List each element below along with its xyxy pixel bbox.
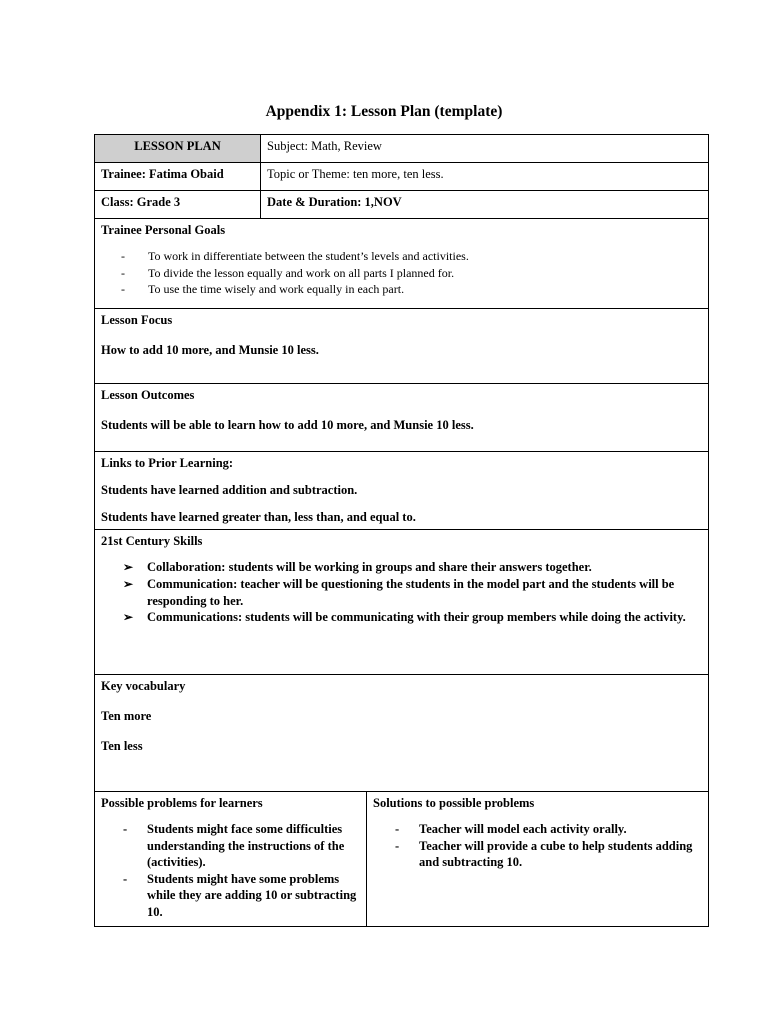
focus-text: How to add 10 more, and Munsie 10 less. bbox=[101, 343, 319, 357]
vocab-word: Ten less bbox=[101, 739, 143, 753]
lesson-plan-label: LESSON PLAN bbox=[95, 135, 261, 163]
prior-title: Links to Prior Learning: bbox=[101, 456, 234, 470]
vocab-word: Ten more bbox=[101, 709, 152, 723]
skills-title: 21st Century Skills bbox=[101, 534, 203, 548]
goal-item: - To work in differentiate between the student’s levels and activities. bbox=[121, 248, 702, 265]
solution-item: - Teacher will provide a cube to help students adding and subtracting 10. bbox=[395, 838, 702, 871]
row-trainee bbox=[95, 163, 709, 191]
skill-item bbox=[123, 609, 702, 626]
skills-section bbox=[95, 530, 709, 675]
row-problems bbox=[95, 792, 709, 927]
row-class bbox=[95, 191, 709, 219]
prior-line: Students have learned addition and subtraction. bbox=[101, 483, 358, 497]
row-prior bbox=[95, 452, 709, 530]
problems-section bbox=[95, 792, 367, 927]
solutions-list bbox=[373, 821, 702, 871]
goals-list bbox=[101, 248, 702, 298]
row-vocab bbox=[95, 675, 709, 792]
row-skills bbox=[95, 530, 709, 675]
row-lesson-plan bbox=[95, 135, 709, 163]
row-outcomes bbox=[95, 384, 709, 452]
solutions-title: Solutions to possible problems bbox=[373, 796, 535, 810]
prior-line: Students have learned greater than, less than, and equal to. bbox=[101, 510, 416, 524]
goal-item: - To use the time wisely and work equally in each part. bbox=[121, 281, 702, 298]
solution-item: - Teacher will model each activity orally. bbox=[395, 821, 702, 838]
problems-list bbox=[101, 821, 360, 921]
goals-section bbox=[95, 219, 709, 309]
row-focus bbox=[95, 309, 709, 384]
subject-cell: Subject: Math, Review bbox=[261, 135, 709, 163]
skills-list bbox=[101, 559, 702, 626]
lesson-plan-table bbox=[94, 134, 709, 927]
goal-item: - To divide the lesson equally and work on all parts I planned for. bbox=[121, 265, 702, 282]
vocab-section bbox=[95, 675, 709, 792]
arrow-bullet-icon: ➢ bbox=[123, 560, 134, 574]
outcomes-title: Lesson Outcomes bbox=[101, 388, 195, 402]
problem-item: - Students might have some problems while they are adding 10 or subtracting 10. bbox=[123, 871, 360, 921]
topic-cell: Topic or Theme: ten more, ten less. bbox=[261, 163, 709, 191]
focus-title: Lesson Focus bbox=[101, 313, 173, 327]
date-cell: Date & Duration: 1,NOV bbox=[261, 191, 709, 219]
trainee-cell: Trainee: Fatima Obaid bbox=[95, 163, 261, 191]
skill-item bbox=[123, 559, 702, 576]
skill-text: Communication: teacher will be questioning the students in the model part and the students will be responding to her. bbox=[147, 576, 675, 608]
solutions-section bbox=[367, 792, 709, 927]
skill-text: Collaboration: students will be working in groups and share their answers together. bbox=[147, 560, 592, 574]
outcomes-section bbox=[95, 384, 709, 452]
focus-section bbox=[95, 309, 709, 384]
arrow-bullet-icon: ➢ bbox=[123, 576, 134, 591]
skill-item bbox=[123, 576, 702, 610]
arrow-bullet-icon: ➢ bbox=[123, 610, 134, 625]
document-title: Appendix 1: Lesson Plan (template) bbox=[265, 103, 503, 120]
problem-item: - Students might face some difficulties understanding the instructions of the (activities). bbox=[123, 821, 360, 871]
class-cell: Class: Grade 3 bbox=[95, 191, 261, 219]
problems-title: Possible problems for learners bbox=[101, 796, 263, 810]
prior-section bbox=[95, 452, 709, 530]
vocab-title: Key vocabulary bbox=[101, 679, 186, 693]
goals-title: Trainee Personal Goals bbox=[101, 223, 226, 237]
outcomes-text: Students will be able to learn how to add 10 more, and Munsie 10 less. bbox=[101, 418, 474, 432]
row-goals bbox=[95, 219, 709, 309]
skill-text: Communications: students will be communicating with their group members while doing the activity. bbox=[147, 610, 686, 625]
